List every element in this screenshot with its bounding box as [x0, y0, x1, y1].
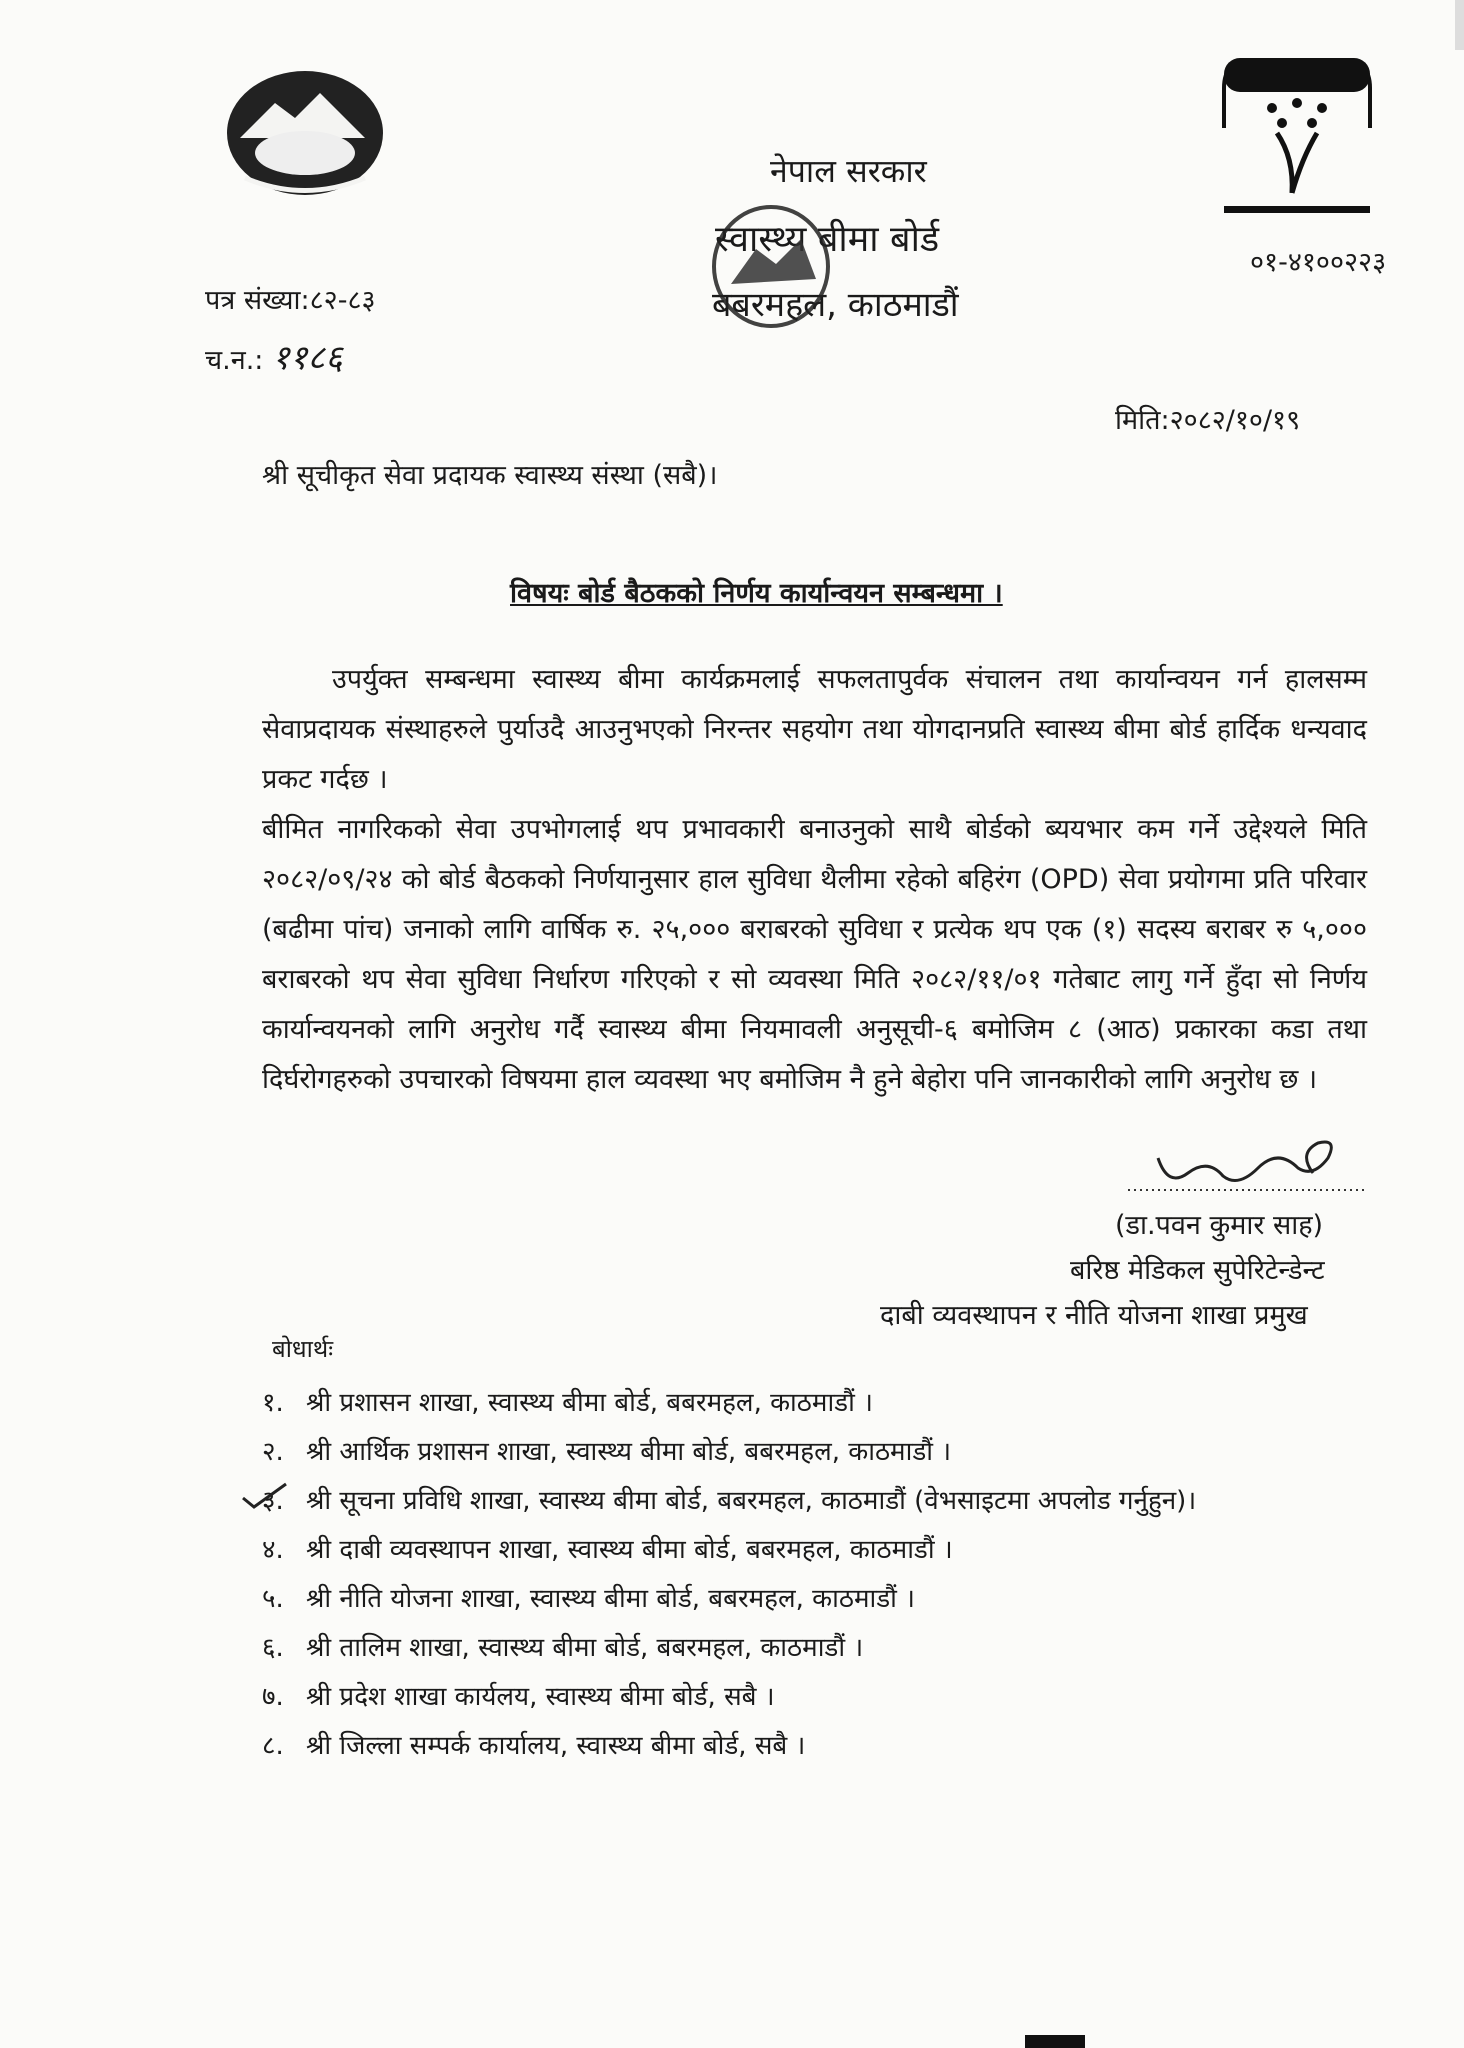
dispatch-number — [205, 338, 343, 379]
cc-item: ८. श्री जिल्ला सम्पर्क कार्यालय, स्वास्थ्य बीमा बोर्ड, सबै । — [262, 1731, 806, 1761]
signatory-department: दाबी व्यवस्थापन र नीति योजना शाखा प्रमुख — [880, 1300, 1308, 1331]
letter-number-value: ८२-८३ — [309, 285, 376, 316]
letter-number — [205, 285, 376, 317]
health-insurance-board-logo — [1222, 58, 1372, 218]
cc-item: २. श्री आर्थिक प्रशासन शाखा, स्वास्थ्य बीमा बोर्ड, बबरमहल, काठमाडौं । — [262, 1437, 952, 1467]
cc-item: ६. श्री तालिम शाखा, स्वास्थ्य बीमा बोर्ड, बबरमहल, काठमाडौं । — [262, 1633, 864, 1663]
office-name: स्वास्थ्य बीमा बोर्ड — [715, 219, 940, 260]
dispatch-number-value: ११८६ — [272, 338, 343, 378]
office-stamp — [712, 205, 830, 328]
signatory-name: (डा.पवन कुमार साह) — [1115, 1210, 1324, 1241]
date-value: २०८२/१०/१९ — [1169, 405, 1301, 436]
scan-edge-mark — [1455, 0, 1464, 50]
letter-date — [1115, 405, 1300, 437]
dispatch-number-label: च.न.: — [205, 345, 264, 376]
signature — [1128, 1128, 1368, 1198]
cc-item: ५. श्री नीति योजना शाखा, स्वास्थ्य बीमा बोर्ड, बबरमहल, काठमाडौं । — [262, 1584, 915, 1614]
recipient: श्री सूचीकृत सेवा प्रदायक स्वास्थ्य संस्था (सबै)। — [262, 460, 718, 491]
scan-edge-mark — [1025, 2035, 1085, 2048]
body-paragraph-1: उपर्युक्त सम्बन्धमा स्वास्थ्य बीमा कार्यक्रमलाई सफलतापुर्वक संचालन तथा कार्यान्वयन गर्न हालसम्म सेवाप्रदायक संस्थाहरुले पुर्याउदै आउनुभएको निरन्तर सहयोग तथा योगदानप्रति स्वास्थ्य बीमा बोर्ड हार्दिक धन्यवाद प्रकट गर्दछ । — [262, 664, 1367, 795]
body-paragraph-2: बीमित नागरिकको सेवा उपभोगलाई थप प्रभावकारी बनाउनुको साथै बोर्डको ब्ययभार कम गर्ने उद्देश्यले मिति २०८२/०९/२४ को बोर्ड बैठकको निर्णयानुसार हाल सुविधा थैलीमा रहेको बहिरंग (OPD) सेवा प्रयोगमा प्रति परिवार (बढीमा पांच) जनाको लागि वार्षिक रु. २५,००० बराबरको सुविधा र प्रत्येक थप एक (१) सदस्य बराबर रु ५,००० बराबरको थप सेवा सुविधा निर्धारण गरिएको र सो व्यवस्था मिति २०८२/११/०१ गतेबाट लागु गर्ने हुँदा सो निर्णय कार्यान्वयनको लागि अनुरोध गर्दै स्वास्थ्य बीमा नियमावली अनुसूची-६ बमोजिम ८ (आठ) प्रकारका कडा तथा दिर्घरोगहरुको उपचारको विषयमा हाल व्यवस्था भए बमोजिम नै हुने बेहोरा पनि जानकारीको लागि अनुरोध छ । — [262, 814, 1367, 1095]
signatory-title: बरिष्ठ मेडिकल सुपेरिटेन्डेन्ट — [1070, 1255, 1325, 1286]
letter-number-label: पत्र संख्या: — [205, 285, 310, 316]
cc-item: ७. श्री प्रदेश शाखा कार्यलय, स्वास्थ्य बीमा बोर्ड, सबै । — [262, 1682, 775, 1712]
cc-label: बोधार्थः — [272, 1335, 334, 1363]
cc-item: ३. श्री सूचना प्रविधि शाखा, स्वास्थ्य बीमा बोर्ड, बबरमहल, काठमाडौं (वेभसाइटमा अपलोड गर्नुहुन)। — [262, 1486, 1197, 1516]
office-location: बबरमहल, काठमाडौं — [712, 285, 959, 325]
cc-item: ४. श्री दाबी व्यवस्थापन शाखा, स्वास्थ्य बीमा बोर्ड, बबरमहल, काठमाडौं । — [262, 1535, 953, 1565]
date-label: मिति: — [1115, 405, 1170, 436]
checkmark-icon — [240, 1480, 290, 1514]
phone-number: ०१-४१००२२३ — [1250, 247, 1387, 278]
nepal-government-emblem — [215, 58, 395, 203]
cc-item: १. श्री प्रशासन शाखा, स्वास्थ्य बीमा बोर्ड, बबरमहल, काठमाडौं । — [262, 1388, 873, 1418]
subject: विषयः बोर्ड बैठकको निर्णय कार्यान्वयन सम्बन्धमा । — [510, 578, 1003, 609]
government-name: नेपाल सरकार — [770, 152, 927, 190]
